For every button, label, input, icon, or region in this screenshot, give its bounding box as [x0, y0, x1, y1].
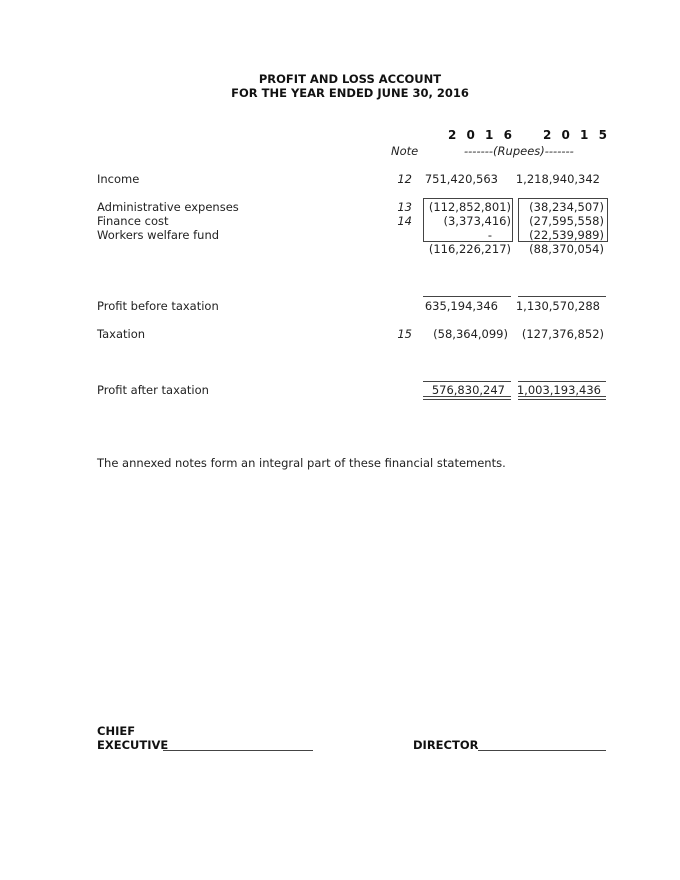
admin-expenses-note: 13	[397, 200, 412, 214]
pat-2016: 576,830,247	[431, 383, 505, 397]
taxation-2016: (58,364,099)	[433, 327, 508, 341]
admin-expenses-label: Administrative expenses	[97, 200, 239, 214]
director-label: DIRECTOR	[413, 738, 479, 752]
pat-2016-double-rule	[423, 396, 511, 400]
statement-title: PROFIT AND LOSS ACCOUNT	[258, 72, 442, 86]
expenses-total-2015: (88,370,054)	[529, 242, 604, 256]
income-note: 12	[397, 172, 412, 186]
pat-2015-top-rule	[518, 381, 606, 382]
chief-executive-label-line1: CHIEF	[97, 724, 136, 738]
income-label: Income	[97, 172, 140, 186]
pbt-label: Profit before taxation	[97, 299, 219, 313]
income-2015: 1,218,940,342	[515, 172, 600, 186]
pat-2016-top-rule	[423, 381, 511, 382]
pat-2015-double-rule	[518, 396, 606, 400]
expenses-total-2016: (116,226,217)	[428, 242, 511, 256]
chief-executive-label-line2: EXECUTIVE	[97, 738, 169, 752]
wwf-label: Workers welfare fund	[97, 228, 220, 242]
year-2016-header: 2 0 1 6	[448, 128, 515, 142]
taxation-label: Taxation	[97, 327, 146, 341]
taxation-note: 15	[397, 327, 412, 341]
statement-period: FOR THE YEAR ENDED JUNE 30, 2016	[231, 86, 469, 100]
wwf-2015: (22,539,989)	[529, 228, 604, 242]
admin-expenses-2016: (112,852,801)	[428, 200, 511, 214]
note-header: Note	[391, 144, 419, 158]
income-2016: 751,420,563	[424, 172, 498, 186]
pbt-2016-rule	[423, 296, 511, 297]
chief-executive-signature-line	[163, 750, 313, 751]
pbt-2015: 1,130,570,288	[515, 299, 600, 313]
finance-cost-2016: (3,373,416)	[443, 214, 511, 228]
pat-label: Profit after taxation	[97, 383, 209, 397]
pat-2015: 1,003,193,436	[516, 383, 601, 397]
finance-cost-label: Finance cost	[97, 214, 169, 228]
pbt-2016: 635,194,346	[424, 299, 498, 313]
director-signature-line	[478, 750, 606, 751]
finance-cost-2015: (27,595,558)	[529, 214, 604, 228]
wwf-2016: -	[487, 228, 492, 242]
taxation-2015: (127,376,852)	[521, 327, 604, 341]
admin-expenses-2015: (38,234,507)	[529, 200, 604, 214]
year-2015-header: 2 0 1 5	[543, 128, 610, 142]
currency-header: -------(Rupees)-------	[464, 144, 574, 158]
finance-cost-note: 14	[397, 214, 412, 228]
footnote: The annexed notes form an integral part of these financial statements.	[97, 456, 506, 470]
pbt-2015-rule	[518, 296, 606, 297]
